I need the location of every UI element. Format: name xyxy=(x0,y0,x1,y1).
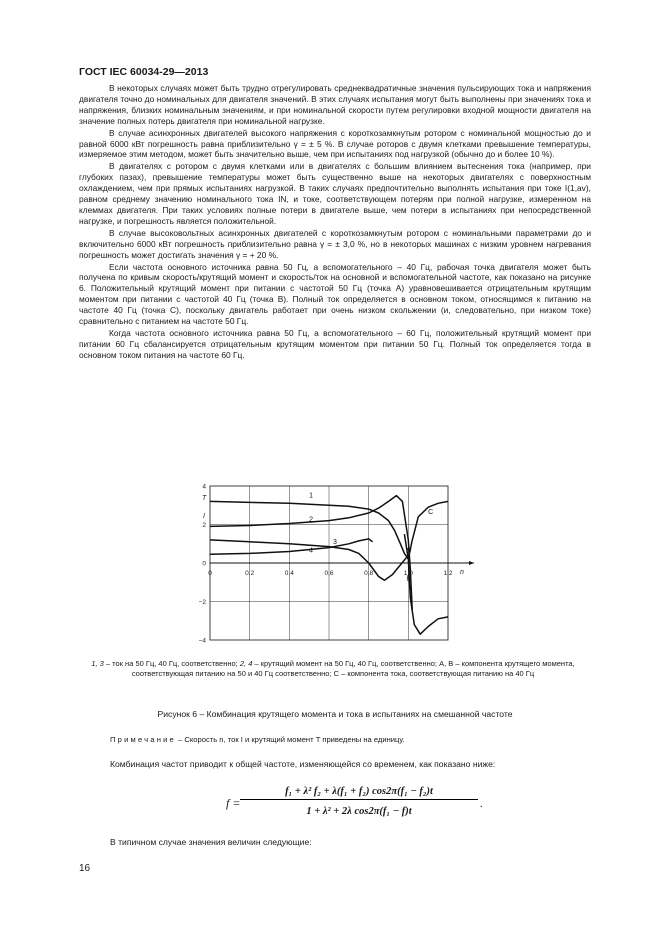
x-axis-arrow xyxy=(469,561,474,565)
x-tick-label: 0,4 xyxy=(284,570,294,577)
body-text xyxy=(79,83,591,362)
frequency-formula xyxy=(226,784,486,826)
y-tick-label: 2 xyxy=(202,522,206,529)
y-tick-label: 4 xyxy=(202,483,206,491)
standard-header: ГОСТ IEC 60034-29—2013 xyxy=(79,66,209,78)
x-tick-label: 1,0 xyxy=(403,570,413,577)
combination-text: Комбинация частот приводит к общей частоте, изменяющейся со временем, как показано ниже: xyxy=(110,759,496,769)
curve-label-C: C xyxy=(428,508,434,516)
x-axis-label: n xyxy=(460,569,464,576)
formula-end: . xyxy=(480,798,483,810)
curve-label-4: 4 xyxy=(309,547,314,555)
paragraph-1: В некоторых случаях может быть трудно отрегулировать среднеквадратичные значения пульсирующих тока и напряжения двигателя точно до номинальных для двигателя значений. В этих случаях испытания могут быть выполнены при значениях тока и напряжения, близких номинальным значениям, и при номинальной скорости путем регулировки входной мощности двигателя на значение полных потерь двигателя при номинальной нагрузке. xyxy=(79,83,591,126)
formula-denominator: 1 + λ² + 2λ cos2π(f₁ − f)t xyxy=(306,806,412,817)
legend-curves-torque: 2, 4 xyxy=(239,659,253,668)
curve-label-B: B xyxy=(406,575,412,583)
legend-torque-text: – крутящий момент на 50 Гц, 40 Гц, соответственно; A, B – компонента крутящего момента, соответствующая питанию на 50 и 40 Гц соответственно; C – компонента тока, соответствующая питанию на 40 Гц xyxy=(131,659,575,678)
paragraph-3: В двигателях с ротором с двумя клетками или в двигателях с большим влиянием вытеснения тока (например, при глубоких пазах), превышение температуры может быть существенно выше на некоторых двигателях с поверхностным охлаждением, чем при прямых испытаниях нагрузкой. В таких случаях предпочтительно выполнять испытания при токе I(1,av), равном среднему значению номинального тока IN, и токе, соответствующем потерям при полной нагрузке, измеренном на клеммах двигателя. При таких условиях полные потери в двигателе выше, чем потери в испытаниях при непосредственной нагрузке, и погрешность является положительной. xyxy=(79,161,591,226)
legend-current-text: – ток на 50 Гц, 40 Гц, соответственно; xyxy=(103,659,240,668)
paragraph-4: В случае высоковольтных асинхронных двигателей с короткозамкнутым ротором с номинальными параметрами до и включительно 6000 кВт погрешность приблизительно равна γ = ± 3,0 %, но в некоторых машинах с низким уровнем нагревания погрешность может достигать значения γ = + 20 %. xyxy=(79,227,591,260)
curve-3 xyxy=(210,540,408,580)
x-tick-label: 0,8 xyxy=(364,570,374,577)
curve-label-1: 1 xyxy=(309,492,314,500)
paragraph-2: В случае асинхронных двигателей высокого напряжения с короткозамкнутым ротором с номинальной мощностью до и равной 6000 кВт погрешность равна приблизительно γ = ± 5 %. В случае роторов с двумя клетками превышение температуры, измеряемое этим методом, может быть значительно выше, чем при испытаниях под нагрузкой (обычно до и более 10 %). xyxy=(79,127,591,160)
y-axis-label-torque: T xyxy=(202,495,207,502)
figure-title: Рисунок 6 – Комбинация крутящего момента и тока в испытаниях на смешанной частоте xyxy=(157,709,513,719)
y-tick-label: −4 xyxy=(198,637,206,645)
paragraph-5: Если частота основного источника равна 50 Гц, а вспомогательного – 40 Гц, рабочая точка двигателя может быть получена по кривым скорость/крутящий момент и скорость/ток на основной и вспомогательной частоте, как показано на рисунке 6. Положительный крутящий момент при питании с частотой 50 Гц (точка A) уравновешивается отрицательным крутящим моментом при питании с частотой 40 Гц (точка B). Полный ток определяется в основном током, относящимся к питанию на частоте 40 Гц (точка C), поскольку двигатель работает при очень низком скольжении (и, следовательно, при низком токе) сравнительно с питанием на частоте 50 Гц. xyxy=(79,261,591,327)
x-tick-label: 0,2 xyxy=(245,570,255,577)
formula-numerator: f₁ + λ² f₂ + λ(f₁ + f₂) cos2π(f₁ − f₂)t xyxy=(240,786,478,800)
x-tick-label: 0 xyxy=(208,570,212,577)
x-tick-label: 1,2 xyxy=(443,570,453,577)
paragraph-6: Когда частота основного источника равна 50 Гц, а вспомогательного – 60 Гц, положительный крутящий момент при питании 60 Гц сбалансируется отрицательным крутящим моментом при питании 50 Гц. Полный ток определяется тогда в основном током питания на частоте 60 Гц. xyxy=(79,327,591,360)
curve-label-2: 2 xyxy=(309,516,314,524)
y-tick-label: −2 xyxy=(198,599,206,606)
page-number: 16 xyxy=(79,863,91,874)
figure-legend xyxy=(82,659,584,679)
curve-label-3: 3 xyxy=(332,538,337,546)
note-text: – Скорость n, ток I и крутящий момент T приведены на единицу. xyxy=(175,735,405,744)
curve-label-A: A xyxy=(406,546,412,554)
note xyxy=(110,735,405,744)
note-label: Примечание xyxy=(110,735,176,744)
curve-B xyxy=(408,559,448,634)
torque-current-chart xyxy=(198,476,478,652)
x-tick-label: 0,6 xyxy=(324,570,334,577)
y-tick-label: 0 xyxy=(202,560,206,568)
formula-lhs: f = xyxy=(226,796,241,810)
y-axis-label-current: I xyxy=(203,513,205,520)
legend-curves-current: 1, 3 xyxy=(91,659,104,668)
typical-values-text: В типичном случае значения величин следующие: xyxy=(110,837,312,847)
